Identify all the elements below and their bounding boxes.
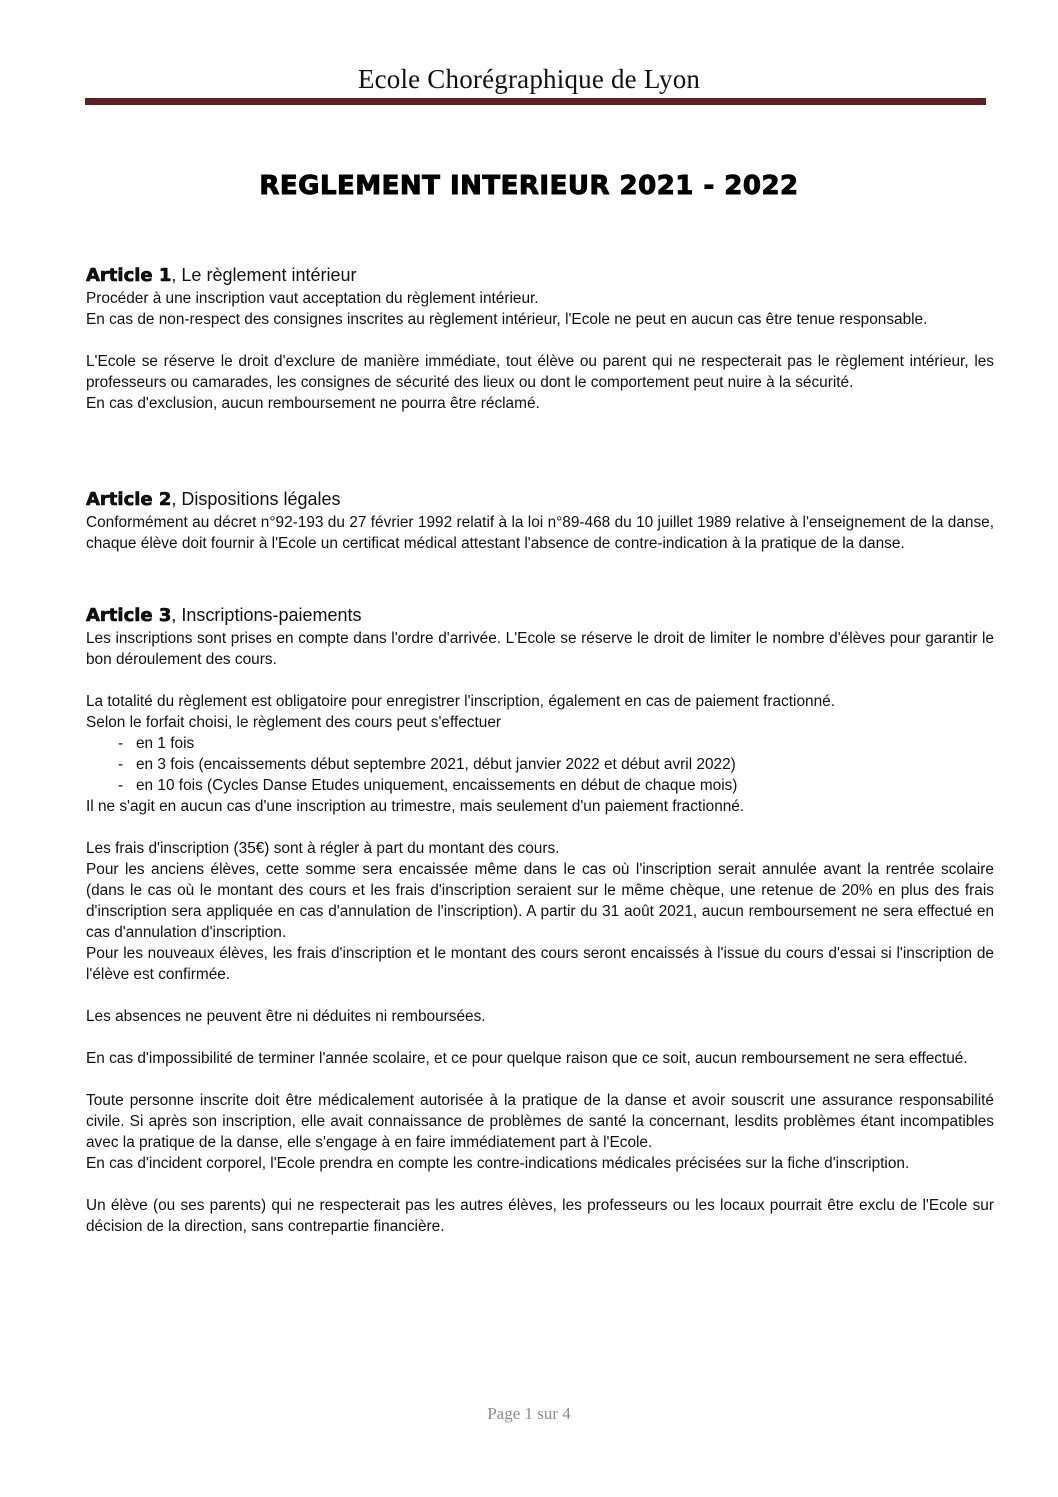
list-item [86,754,994,775]
paragraph: La totalité du règlement est obligatoire pour enregistrer l'inscription, également en cas de paiement fractionné. [86,693,835,710]
school-name-header: Ecole Chorégraphique de Lyon [357,64,701,94]
paragraph: Il ne s'agit en aucun cas d'une inscription au trimestre, mais seulement d'un paiement fractionné. [86,798,745,815]
article-3-name: , Inscriptions-paiements [171,605,362,625]
paragraph: Pour les nouveaux élèves, les frais d'inscription et le montant des cours seront encaissés à l'issue du cours d'essai si l'inscription de l'élève est confirmée. [86,945,994,983]
article-1-number: Article 1 [86,265,172,286]
spacer [86,330,994,351]
article-1-name: , Le règlement intérieur [171,265,357,285]
spacer [86,1027,994,1048]
article-2-heading [86,487,994,512]
list-item [86,775,994,796]
article-1-heading [86,263,994,288]
payment-option: en 1 fois [136,735,195,752]
article-1 [86,263,994,414]
paragraph: Procéder à une inscription vaut acceptation du règlement intérieur. [86,290,539,307]
paragraph: L'Ecole se réserve le droit d'exclure de manière immédiate, tout élève ou parent qui ne respecterait pas le règlement intérieur, les professeurs ou camarades, les consignes de sécurité des lieux ou dont le comportement peut nuire à la sécurité. [86,353,994,391]
paragraph: Les inscriptions sont prises en compte dans l'ordre d'arrivée. L'Ecole se réserve le droit de limiter le nombre d'élèves pour garantir le bon déroulement des cours. [86,630,994,668]
header-divider [85,98,986,105]
article-3-number: Article 3 [86,605,172,626]
article-3-heading [86,603,994,628]
paragraph: En cas d'incident corporel, l'Ecole prendra en compte les contre-indications médicales précisées sur la fiche d'inscription. [86,1155,910,1172]
bullet-dash: - [118,735,124,752]
document-title: REGLEMENT INTERIEUR 2021 - 2022 [259,171,799,201]
paragraph: En cas d'exclusion, aucun remboursement ne pourra être réclamé. [86,395,540,412]
paragraph: Les absences ne peuvent être ni déduites ni remboursées. [86,1008,486,1025]
paragraph: Selon le forfait choisi, le règlement des cours peut s'effectuer [86,714,502,731]
paragraph: Pour les anciens élèves, cette somme sera encaissée même dans le cas où l'inscription serait annulée avant la rentrée scolaire (dans le cas où le montant des cours et les frais d'inscription seraient sur le même chèque, une retenue de 20% en plus des frais d'inscription sera appliquée en cas d'annulation de l'inscription). A partir du 31 août 2021, aucun remboursement ne sera effectué en cas d'annulation d'inscription. [86,861,994,941]
article-3 [86,603,994,1237]
page-number-footer: Page 1 sur 4 [487,1404,571,1423]
spacer [86,670,994,691]
article-2-number: Article 2 [86,489,172,510]
paragraph: Un élève (ou ses parents) qui ne respecterait pas les autres élèves, les professeurs ou les locaux pourrait être exclu de l'Ecole sur décision de la direction, sans contrepartie financière. [86,1197,994,1235]
spacer [86,817,994,838]
paragraph: En cas d'impossibilité de terminer l'année scolaire, et ce pour quelque raison que ce soit, aucun remboursement ne sera effectué. [86,1050,968,1067]
article-2 [86,487,994,554]
payment-options-list [86,733,994,796]
list-item [86,733,994,754]
payment-option: en 3 fois (encaissements début septembre 2021, début janvier 2022 et début avril 2022) [136,756,736,773]
bullet-dash: - [118,756,124,773]
payment-option: en 10 fois (Cycles Danse Etudes uniquement, encaissements en début de chaque mois) [136,777,738,794]
spacer [86,985,994,1006]
bullet-dash: - [118,777,124,794]
spacer [86,1069,994,1090]
paragraph: Les frais d'inscription (35€) sont à régler à part du montant des cours. [86,840,560,857]
article-2-name: , Dispositions légales [171,489,341,509]
paragraph: En cas de non-respect des consignes inscrites au règlement intérieur, l'Ecole ne peut en aucun cas être tenue responsable. [86,311,928,328]
paragraph: Conformément au décret n°92-193 du 27 février 1992 relatif à la loi n°89-468 du 10 juillet 1989 relative à l'enseignement de la danse, chaque élève doit fournir à l'Ecole un certificat médical attestant l'absence de contre-indication à la pratique de la danse. [86,514,994,552]
paragraph: Toute personne inscrite doit être médicalement autorisée à la pratique de la danse et avoir souscrit une assurance responsabilité civile. Si après son inscription, elle avait connaissance de problèmes de santé la concernant, lesdits problèmes étant incompatibles avec la pratique de la danse, elle s'engage à en faire immédiatement part à l'Ecole. [86,1092,994,1151]
spacer [86,1174,994,1195]
